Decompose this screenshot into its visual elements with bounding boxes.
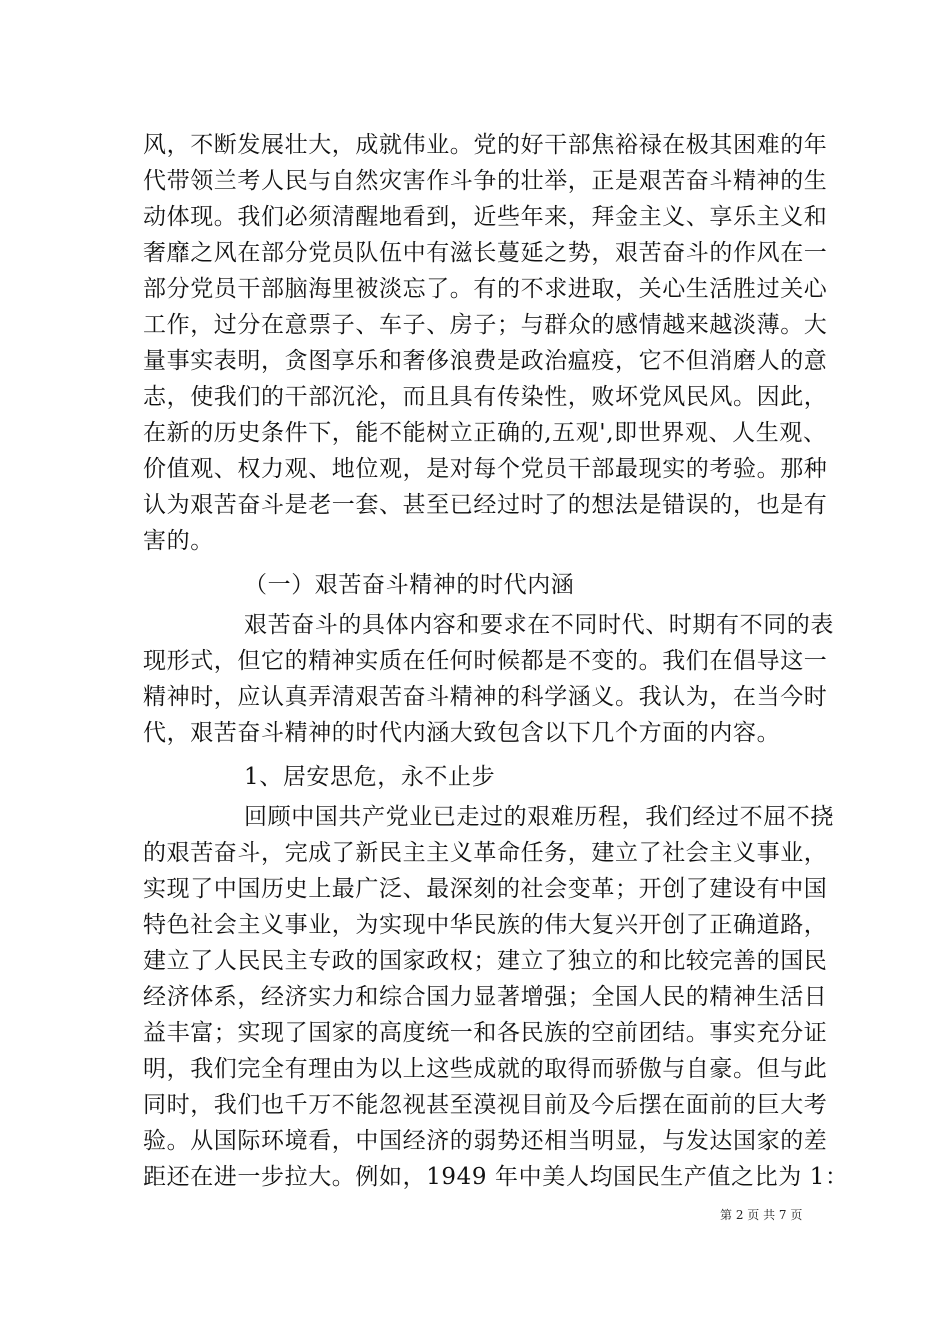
body-text-line: 精神时，应认真弄清艰苦奋斗精神的科学涵义。我认为，在当今时 xyxy=(143,684,828,710)
body-text-line: 风，不断发展壮大，成就伟业。党的好干部焦裕禄在极其困难的年 xyxy=(143,132,828,158)
page-number-footer: 第 2 页 共 7 页 xyxy=(720,1208,803,1222)
body-text-line: 经济体系，经济实力和综合国力显著增强；全国人民的精神生活日 xyxy=(143,984,828,1010)
body-text-line: 部分党员干部脑海里被淡忘了。有的不求进取，关心生活胜过关心 xyxy=(143,276,828,302)
body-text-line: 现形式，但它的精神实质在任何时候都是不变的。我们在倡导这一 xyxy=(143,648,828,674)
body-text-line: 特色社会主义事业，为实现中华民族的伟大复兴开创了正确道路， xyxy=(143,912,828,938)
paragraph-first-line: 回顾中国共产党业已走过的艰难历程，我们经过不屈不挠 xyxy=(244,804,834,830)
body-text-line: 动体现。我们必须清醒地看到，近些年来，拜金主义、享乐主义和 xyxy=(143,204,828,230)
body-text-line: 害的。 xyxy=(143,528,214,554)
body-text-line: 距还在进一步拉大。例如，1949 年中美人均国民生产值之比为 1： xyxy=(143,1164,849,1190)
subsection-heading: 1、居安思危，永不止步 xyxy=(244,764,496,790)
body-text-line: 明，我们完全有理由为以上这些成就的取得而骄傲与自豪。但与此 xyxy=(143,1056,828,1082)
body-text-line: 志，使我们的干部沉沦，而且具有传染性，败坏党风民风。因此， xyxy=(143,384,828,410)
body-text-line: 量事实表明，贪图享乐和奢侈浪费是政治瘟疫，它不但消磨人的意 xyxy=(143,348,828,374)
section-heading: （一）艰苦奋斗精神的时代内涵 xyxy=(244,572,575,598)
body-text-line: 工作，过分在意票子、车子、房子；与群众的感情越来越淡薄。大 xyxy=(143,312,828,338)
body-text-line: 建立了人民民主专政的国家政权；建立了独立的和比较完善的国民 xyxy=(143,948,828,974)
body-text-line: 的艰苦奋斗，完成了新民主主义革命任务，建立了社会主义事业， xyxy=(143,840,828,866)
body-text-line: 益丰富；实现了国家的高度统一和各民族的空前团结。事实充分证 xyxy=(143,1020,828,1046)
body-text-line: 同时，我们也千万不能忽视甚至漠视目前及今后摆在面前的巨大考 xyxy=(143,1092,828,1118)
body-text-line: 代带领兰考人民与自然灾害作斗争的壮举，正是艰苦奋斗精神的生 xyxy=(143,168,828,194)
body-text-line: 验。从国际环境看，中国经济的弱势还相当明显，与发达国家的差 xyxy=(143,1128,828,1154)
paragraph-first-line: 艰苦奋斗的具体内容和要求在不同时代、时期有不同的表 xyxy=(244,612,834,638)
body-text-line: 在新的历史条件下，能不能树立正确的,五观',即世界观、人生观、 xyxy=(143,420,827,446)
body-text-line: 实现了中国历史上最广泛、最深刻的社会变革；开创了建设有中国 xyxy=(143,876,828,902)
body-text-line: 代，艰苦奋斗精神的时代内涵大致包含以下几个方面的内容。 xyxy=(143,720,781,746)
body-text-line: 价值观、权力观、地位观，是对每个党员干部最现实的考验。那种 xyxy=(143,456,828,482)
body-text-line: 奢靡之风在部分党员队伍中有滋长蔓延之势，艰苦奋斗的作风在一 xyxy=(143,240,828,266)
body-text-line: 认为艰苦奋斗是老一套、甚至已经过时了的想法是错误的，也是有 xyxy=(143,492,828,518)
